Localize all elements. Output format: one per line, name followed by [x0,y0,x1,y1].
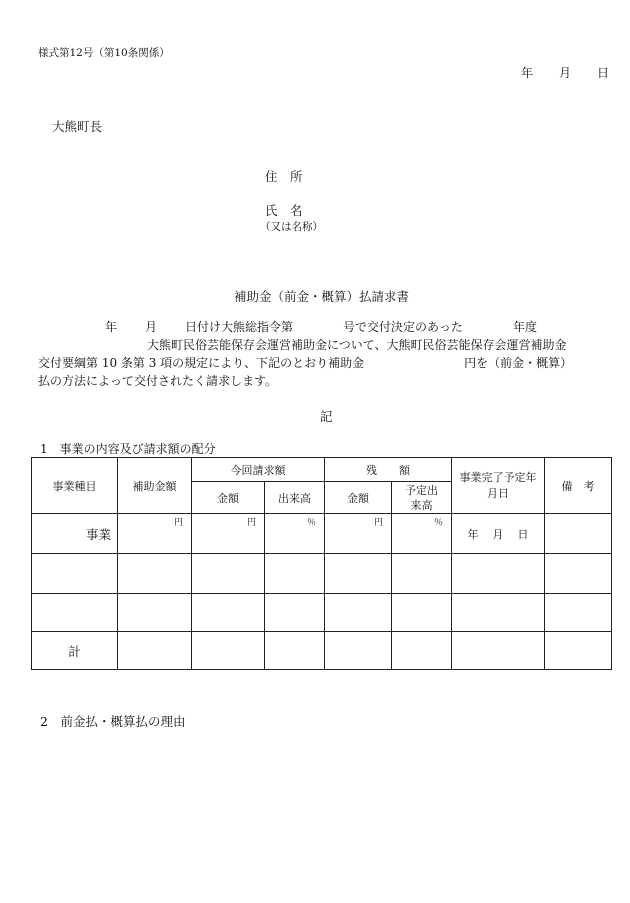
ymd-day: 日 [517,527,529,541]
table-header-row-1 [32,458,612,482]
cell-empty [192,554,265,594]
cell-empty [545,594,612,632]
cell-empty [452,632,545,670]
table-row [32,594,612,632]
name-label: 氏 名 [265,203,303,218]
header-current-request: 今回請求額 [192,458,325,482]
body-line-1 [38,318,612,336]
cell-expected-progress [392,514,452,554]
header-remaining: 残 額 [325,458,452,482]
cell-empty [325,632,392,670]
unit-percent: ％ [433,518,443,528]
date-day-label: 日 [597,66,610,80]
body-decision-text: 号で交付決定のあった [343,320,463,334]
cell-empty [452,554,545,594]
cell-empty [32,594,118,632]
body-fiscal-year: 年度 [512,320,537,334]
subheader-progress: 出来高 [265,482,325,514]
cell-completion-date [452,514,545,554]
body-line-3 [38,354,612,372]
date-year-label: 年 [521,66,534,80]
request-body [38,318,612,390]
cell-request-amount [192,514,265,554]
submission-date [521,64,609,81]
body-month: 月 [145,320,158,334]
cell-empty [325,554,392,594]
unit-yen: 円 [173,518,183,528]
body-line-3b-text: 円を（前金・概算） [464,356,573,370]
unit-percent: ％ [306,518,316,528]
cell-subsidy-amount [118,514,192,554]
section-2-heading: 2 前金払・概算払の理由 [40,714,186,729]
header-project-type: 事業種目 [32,458,118,514]
cell-remarks [545,514,612,554]
cell-progress [265,514,325,554]
body-decision-ref: 日付け大熊総指令第 [185,320,294,334]
cell-empty [392,594,452,632]
cell-empty [192,594,265,632]
cell-empty [392,554,452,594]
addressee: 大熊町長 [52,119,103,134]
cell-empty [265,632,325,670]
body-line-2-text: 大熊町民俗芸能保存会運営補助金について、大熊町民俗芸能保存会運営補助金 [147,338,567,352]
unit-yen: 円 [373,518,383,528]
cell-empty [545,554,612,594]
table-row [32,554,612,594]
table-total-row [32,632,612,670]
cell-empty [265,554,325,594]
body-line-4: 払の方法によって交付されたく請求します。 [38,374,278,388]
table-row [32,514,612,554]
cell-empty [325,594,392,632]
cell-empty [192,632,265,670]
body-line-2 [38,336,612,354]
ymd-year: 年 [467,527,479,541]
cell-empty [452,594,545,632]
cell-empty [392,632,452,670]
row-project-label: 事業 [32,514,118,554]
address-label: 住 所 [265,169,303,184]
date-month-label: 月 [559,66,572,80]
allocation-table [31,457,612,670]
section-1-heading: 1 事業の内容及び請求額の配分 [40,442,216,456]
header-completion-date: 事業完了予定年月日 [452,458,545,514]
body-year: 年 [105,320,118,334]
total-label: 計 [32,632,118,670]
header-subsidy-amount: 補助金額 [118,458,192,514]
unit-yen: 円 [246,518,256,528]
body-line-3a-text: 交付要綱第 10 条第 3 項の規定により、下記のとおり補助金 [38,356,365,370]
subheader-amount: 金額 [192,482,265,514]
subheader-expected-progress: 予定出来高 [392,482,452,514]
form-number: 様式第12号（第10条関係） [38,47,170,59]
ymd-month: 月 [492,527,504,541]
name-note: （又は名称） [260,221,323,233]
ki-marker: 記 [320,409,333,424]
subheader-remaining-amount: 金額 [325,482,392,514]
cell-empty [118,594,192,632]
header-remarks: 備 考 [545,458,612,514]
cell-empty [32,554,118,594]
cell-remaining-amount [325,514,392,554]
cell-empty [118,554,192,594]
cell-empty [265,594,325,632]
cell-empty [545,632,612,670]
document-title: 補助金（前金・概算）払請求書 [234,289,410,304]
cell-empty [118,632,192,670]
